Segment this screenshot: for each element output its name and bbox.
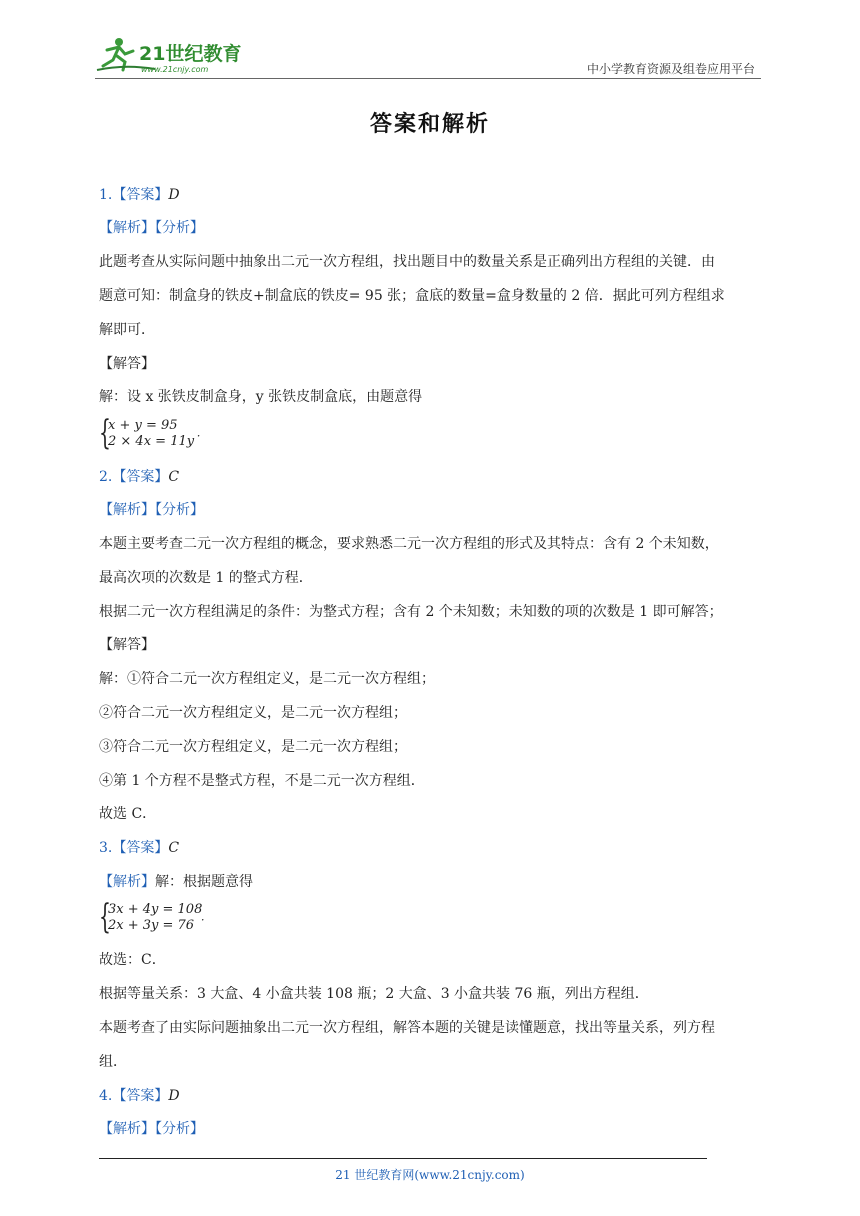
q2-conclusion: 故选 C．	[99, 806, 157, 822]
q1-paragraph-2: 题意可知：制盒身的铁皮+制盒底的铁皮= 95 张；盒底的数量=盒身数量的 2 倍．据此可列方程组求	[99, 288, 725, 304]
analysis-tags: 【解析】【分析】	[99, 502, 204, 518]
site-logo	[95, 36, 265, 76]
q1-solution-tag: 【解答】	[99, 356, 155, 372]
answer-tag: 【答案】	[112, 469, 169, 485]
answer-tag: 【答案】	[112, 187, 169, 203]
q1-paragraph-1: 此题考查从实际问题中抽象出二元一次方程组，找出题目中的数量关系是正确列出方程组的关键．由	[99, 254, 715, 270]
q2-step-1: 解：①符合二元一次方程组定义，是二元一次方程组；	[99, 671, 435, 687]
q4-number: 4.	[99, 1088, 113, 1104]
q3-analysis-line	[99, 873, 253, 891]
q3-intro: 解：根据题意得	[155, 874, 253, 890]
equation-text: 2x + 3y = 76	[108, 918, 195, 933]
q2-solution-tag: 【解答】	[99, 637, 155, 653]
q2-number: 2.	[99, 469, 113, 485]
q2-paragraph-1: 本题主要考查二元一次方程组的概念，要求熟悉二元一次方程组的形式及其特点：含有 2 个未知数，	[99, 536, 719, 552]
svg-text:21世纪教育: 21世纪教育	[139, 43, 242, 65]
q4-answer: D	[168, 1088, 180, 1104]
page-header	[95, 36, 761, 81]
answer-tag: 【答案】	[112, 1088, 169, 1104]
analysis-tags: 【解析】【分析】	[99, 220, 204, 236]
q1-number: 1.	[99, 187, 113, 203]
q3-equation-system	[99, 897, 219, 938]
q2-answer: C	[168, 469, 180, 485]
q2-analysis-tags	[99, 501, 204, 519]
q1-answer: D	[168, 187, 180, 203]
q2-step-4: ④第 1 个方程不是整式方程，不是二元一次方程组．	[99, 773, 425, 789]
q3-conclusion: 故选：C．	[99, 952, 166, 968]
equation-text: 2 × 4x = 11y	[108, 434, 195, 449]
q3-number: 3.	[99, 840, 113, 856]
q2-paragraph-3: 根据二元一次方程组满足的条件：为整式方程；含有 2 个未知数；未知数的项的次数是 1 即可解答；	[99, 604, 723, 620]
q2-paragraph-2: 最高次项的次数是 1 的整式方程．	[99, 570, 313, 586]
footer-divider	[99, 1158, 707, 1159]
q3-paragraph-2: 本题考查了由实际问题抽象出二元一次方程组，解答本题的关键是读懂题意，找出等量关系，列方程	[99, 1020, 715, 1036]
q3-paragraph-3: 组．	[99, 1054, 127, 1070]
analysis-tags: 【解析】【分析】	[99, 1121, 204, 1137]
q1-solution: 解：设 x 张铁皮制盒身，y 张铁皮制盒底，由题意得	[99, 389, 423, 405]
q3-answer: C	[168, 840, 180, 856]
brace-icon: {	[99, 413, 111, 453]
q2-step-2: ②符合二元一次方程组定义，是二元一次方程组；	[99, 705, 407, 721]
q1-answer-line	[99, 186, 180, 204]
q2-step-3: ③符合二元一次方程组定义，是二元一次方程组；	[99, 739, 407, 755]
q4-answer-line	[99, 1087, 180, 1105]
equation: x + y = 95	[108, 418, 178, 433]
brace-icon: {	[99, 897, 111, 937]
q4-analysis-tags	[99, 1120, 204, 1138]
analysis-tag: 【解析】	[99, 874, 155, 890]
footer-link[interactable]: 21 世纪教育网(www.21cnjy.com)	[335, 1168, 525, 1182]
q3-answer-line	[99, 839, 179, 857]
equation: 3x + 4y = 108	[108, 902, 203, 917]
platform-name: 中小学教育资源及组卷应用平台	[586, 62, 755, 76]
equation: 2 × 4x = 11y˙	[108, 434, 201, 449]
q3-paragraph-1: 根据等量关系：3 大盒、4 小盒共装 108 瓶；2 大盒、3 小盒共装 76 瓶，列出方程组．	[99, 986, 649, 1002]
svg-text:www.21cnjy.com: www.21cnjy.com	[141, 65, 209, 74]
q2-answer-line	[99, 468, 179, 486]
equation: 2x + 3y = 76 ˙	[108, 918, 205, 933]
q1-paragraph-3: 解即可．	[99, 322, 155, 338]
q1-analysis-tags	[99, 219, 204, 237]
q1-equation-system	[99, 413, 201, 454]
page-title: 答案和解析	[369, 112, 490, 137]
header-divider	[95, 78, 761, 79]
answer-tag: 【答案】	[112, 840, 169, 856]
